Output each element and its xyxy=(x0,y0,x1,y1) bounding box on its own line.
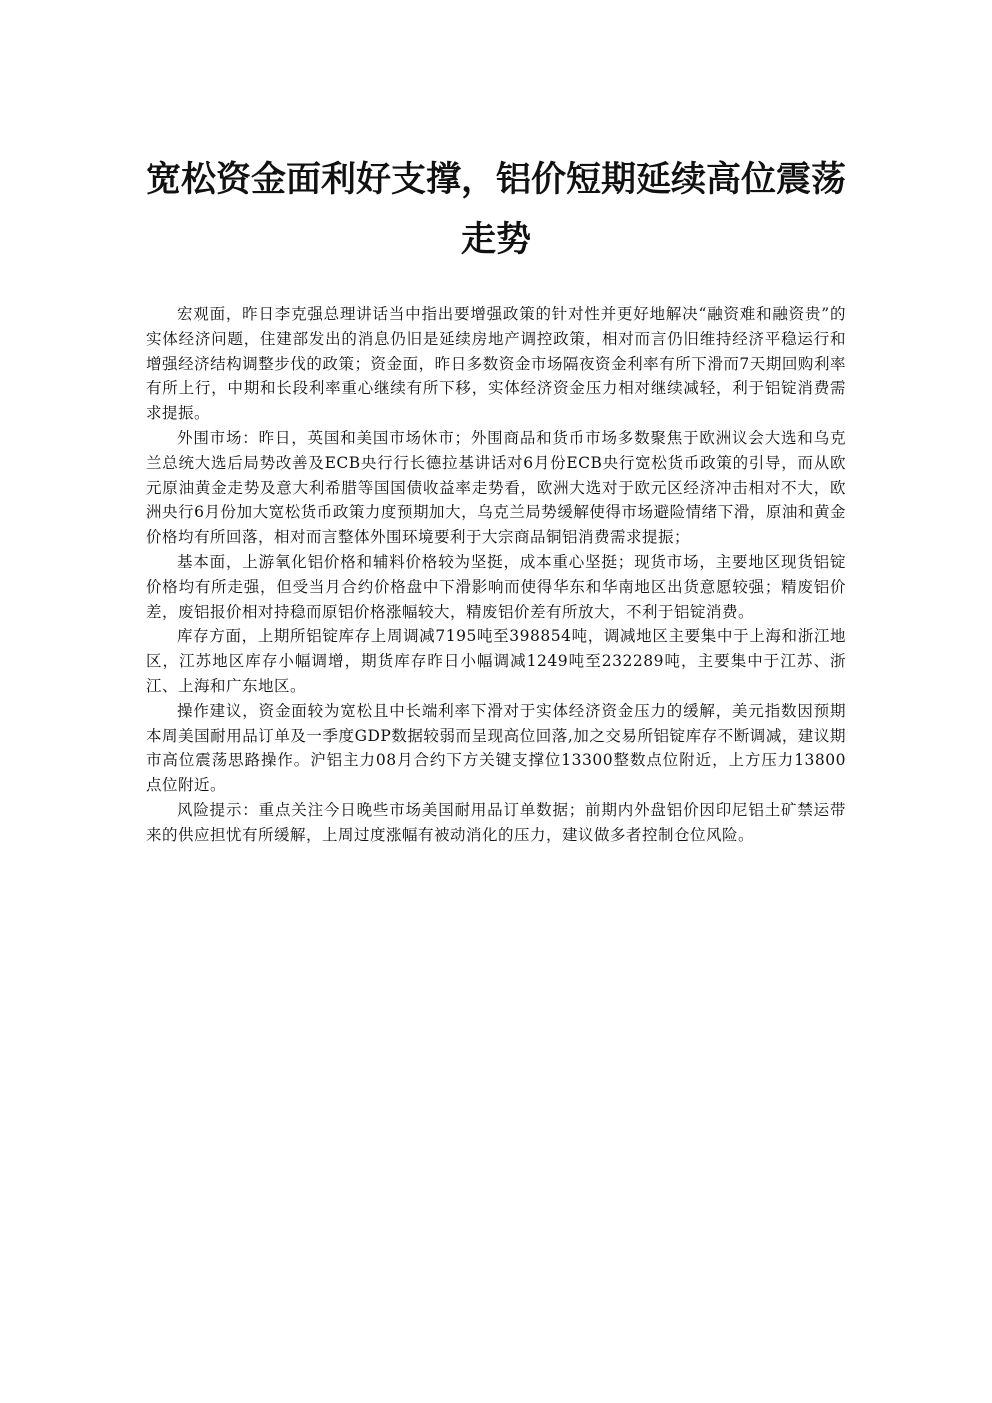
paragraph-risk-warning: 风险提示：重点关注今日晚些市场美国耐用品订单数据；前期内外盘铝价因印尼铝土矿禁运带来的供应担忧有所缓解，上周过度涨幅有被动消化的压力，建议做多者控制仓位风险。 xyxy=(146,800,846,844)
paragraph-inventory: 库存方面，上期所铝锭库存上周调减7195吨至398854吨，调减地区主要集中于上海和浙江地区，江苏地区库存小幅调增，期货库存昨日小幅调减1249吨至232289吨，主要集中于江苏、浙江、上海和广东地区。 xyxy=(146,627,846,695)
paragraph-recommendation: 操作建议，资金面较为宽松且中长端利率下滑对于实体经济资金压力的缓解，美元指数因预期本周美国耐用品订单及一季度GDP数据较弱而呈现高位回落,加之交易所铝锭库存不断调减，建议期市高位震荡思路操作。沪铝主力08月合约下方关键支撑位13300整数点位附近，上方压力13800点位附近。 xyxy=(146,701,846,795)
document-body xyxy=(146,302,846,848)
paragraph-macro: 宏观面，昨日李克强总理讲话当中指出要增强政策的针对性并更好地解决“融资难和融资贵”的实体经济问题，住建部发出的消息仍旧是延续房地产调控政策，相对而言仍旧维持经济平稳运行和增强经济结构调整步伐的政策；资金面，昨日多数资金市场隔夜资金利率有所下滑而7天期回购利率有所上行，中期和长段利率重心继续有所下移，实体经济资金压力相对继续减轻，利于铝锭消费需求提振。 xyxy=(146,305,846,423)
paragraph-external-market: 外围市场：昨日，英国和美国市场休市；外围商品和货币市场多数聚焦于欧洲议会大选和乌克兰总统大选后局势改善及ECB央行行长德拉基讲话对6月份ECB央行宽松货币政策的引导，而从欧元原油黄金走势及意大利希腊等国国债收益率走势看，欧洲大选对于欧元区经济冲击相对不大，欧洲央行6月份加大宽松货币政策力度预期加大，乌克兰局势缓解使得市场避险情绪下滑，原油和黄金价格均有所回落，相对而言整体外围环境要利于大宗商品铜铝消费需求提振； xyxy=(146,428,846,547)
document-title: 宽松资金面利好支撑，铝价短期延续高位震荡走势 xyxy=(145,160,846,260)
paragraph-fundamentals: 基本面，上游氧化铝价格和辅料价格较为坚挺，成本重心坚挺；现货市场，主要地区现货铝锭价格均有所走强，但受当月合约价格盘中下滑影响而使得华东和华南地区出货意愿较强；精废铝价差，废铝报价相对持稳而原铝价格涨幅较大，精废铝价差有所放大，不利于铝锭消费。 xyxy=(146,552,846,621)
